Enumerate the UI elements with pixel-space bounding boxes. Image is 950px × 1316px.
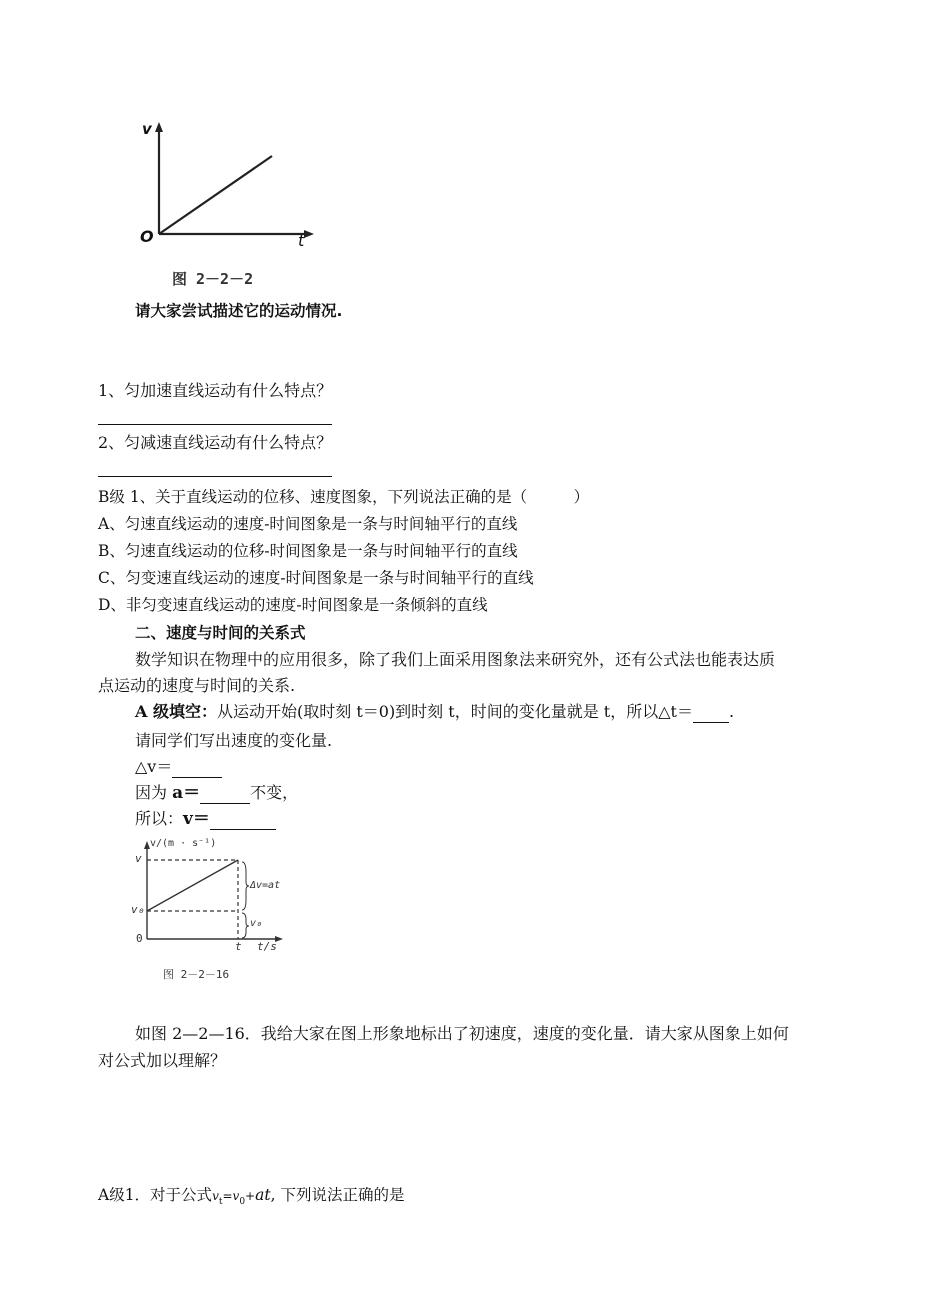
fig1-origin: O xyxy=(140,227,154,246)
fig2-v0-right: v₀ xyxy=(250,918,263,929)
last-question-suffix: , 下列说法正确的是 xyxy=(270,1186,405,1204)
so-line xyxy=(135,808,276,830)
b-question-stem: B级 1、关于直线运动的位移、速度图象，下列说法正确的是（ ） xyxy=(98,488,590,506)
so-v: v＝ xyxy=(183,809,210,829)
last-question-prefix: A级1．对于公式 xyxy=(98,1186,213,1204)
section-2-title: 二、速度与时间的关系式 xyxy=(135,624,306,642)
delta-v-label: △v＝ xyxy=(135,757,173,776)
formula-t-sub: t xyxy=(218,1197,223,1208)
so-prefix: 所以： xyxy=(135,809,184,828)
fig1-axis-v: v xyxy=(142,120,152,138)
because-line xyxy=(135,782,298,804)
v-blank[interactable] xyxy=(210,811,276,830)
fig1-caption: 图 2－2－2 xyxy=(172,270,254,288)
question-1: 1、匀加速直线运动有什么特点？ xyxy=(98,381,333,400)
formula-0-sub: 0 xyxy=(239,1197,246,1208)
formula-v: v xyxy=(212,1189,219,1203)
because-prefix: 因为 xyxy=(135,783,173,802)
fill-line xyxy=(135,701,734,723)
intro-line-2: 点运动的速度与时间的关系. xyxy=(98,676,296,695)
because-a: a＝ xyxy=(172,783,201,803)
delta-v-line xyxy=(135,756,222,778)
fig2-dv-label: Δv=at xyxy=(250,880,281,891)
formula-v0: v xyxy=(232,1189,240,1203)
explain-line-2: 对公式加以理解？ xyxy=(98,1051,227,1070)
fill-end: . xyxy=(728,702,735,721)
a-blank[interactable] xyxy=(200,785,250,804)
formula-at: at xyxy=(255,1186,271,1204)
delta-v-blank[interactable] xyxy=(172,759,222,778)
answer-line-1 xyxy=(98,424,332,425)
fig2-ylabel: v/(m · s⁻¹) xyxy=(150,838,217,849)
formula-plus: + xyxy=(245,1189,256,1203)
fig2-t-label: t xyxy=(235,940,242,953)
b-option-d: D、非匀变速直线运动的速度-时间图象是一条倾斜的直线 xyxy=(98,596,488,614)
fill-text: 从运动开始(取时刻 t＝0)到时刻 t，时间的变化量就是 t，所以△t＝ xyxy=(217,702,693,721)
fill-label: A 级填空： xyxy=(135,702,217,721)
b-option-c: C、匀变速直线运动的速度-时间图象是一条与时间轴平行的直线 xyxy=(98,569,534,587)
last-question xyxy=(98,1184,404,1213)
delta-t-blank[interactable] xyxy=(693,704,729,723)
fig2-caption: 图 2－2－16 xyxy=(163,968,230,981)
because-suffix: 不变， xyxy=(250,783,299,802)
formula-eq: = xyxy=(222,1189,233,1203)
describe-prompt: 请大家尝试描述它的运动情况. xyxy=(135,302,343,320)
fig2-v-label: v xyxy=(135,852,142,865)
fig1-axis-t: t xyxy=(298,231,305,250)
answer-line-2 xyxy=(98,476,332,477)
explain-line-1: 如图 2—2—16．我给大家在图上形象地标出了初速度，速度的变化量．请大家从图象上如何 xyxy=(135,1024,789,1043)
b-option-a: A、匀速直线运动的速度-时间图象是一条与时间轴平行的直线 xyxy=(98,515,518,533)
question-2: 2、匀减速直线运动有什么特点？ xyxy=(98,433,333,452)
b-option-b: B、匀速直线运动的位移-时间图象是一条与时间轴平行的直线 xyxy=(98,542,518,560)
intro-line-1: 数学知识在物理中的应用很多，除了我们上面采用图象法来研究外，还有公式法也能表达质 xyxy=(135,650,776,669)
fig2-xlabel: t/s xyxy=(257,940,277,953)
fig2-zero: 0 xyxy=(136,932,143,945)
ask-change: 请同学们写出速度的变化量. xyxy=(135,731,333,750)
fig2-v0-label: v₀ xyxy=(131,903,145,916)
